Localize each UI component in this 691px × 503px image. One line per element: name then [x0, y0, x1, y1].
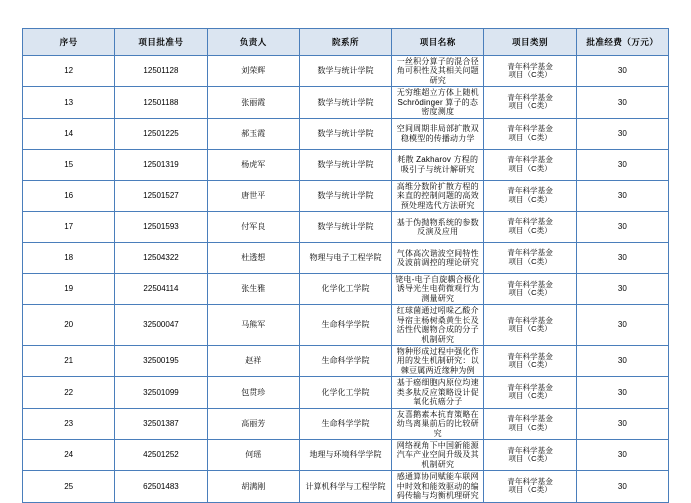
cell-project-code: 12501225 [115, 118, 207, 149]
cell-category [484, 346, 576, 377]
cell-leader: 刘荣辉 [207, 56, 299, 87]
table-row [23, 180, 669, 211]
cell-category [484, 471, 576, 502]
cell-category [484, 149, 576, 180]
cell-project-code: 12501188 [115, 87, 207, 118]
cell-category [484, 273, 576, 304]
cell-category [484, 408, 576, 439]
column-header-title: 项目名称 [392, 29, 484, 56]
cell-department: 物理与电子工程学院 [299, 242, 391, 273]
cell-leader: 付军良 [207, 211, 299, 242]
category-line: 项目（C类） [508, 391, 552, 401]
cell-leader: 唐世平 [207, 180, 299, 211]
cell-fund: 30 [576, 471, 668, 502]
category-line: 项目（C类） [508, 256, 552, 266]
cell-leader: 赵祥 [207, 346, 299, 377]
cell-project-code: 42501252 [115, 439, 207, 470]
cell-seq: 17 [23, 211, 115, 242]
cell-leader: 包贯珍 [207, 377, 299, 408]
cell-category [484, 242, 576, 273]
cell-department: 化学化工学院 [299, 377, 391, 408]
category-line: 青年科学基金 [507, 61, 553, 71]
cell-project-code: 32500047 [115, 305, 207, 346]
category-line: 项目（C类） [508, 454, 552, 464]
table-row [23, 346, 669, 377]
cell-project-title: 网络视角下中国新能源汽车产业空间升级及其机制研究 [392, 439, 484, 470]
table-row [23, 149, 669, 180]
cell-fund: 30 [576, 273, 668, 304]
table-row [23, 242, 669, 273]
category-line: 项目（C类） [508, 101, 552, 111]
cell-fund: 30 [576, 439, 668, 470]
category-line: 青年科学基金 [507, 315, 553, 325]
cell-project-code: 62501483 [115, 471, 207, 502]
table-row [23, 211, 669, 242]
cell-fund: 30 [576, 346, 668, 377]
cell-seq: 24 [23, 439, 115, 470]
table-row [23, 56, 669, 87]
cell-seq: 18 [23, 242, 115, 273]
cell-category [484, 305, 576, 346]
table-header-row [23, 29, 669, 56]
cell-fund: 30 [576, 305, 668, 346]
cell-seq: 23 [23, 408, 115, 439]
cell-project-title: 高维分数阶扩散方程的来直的控制问题的高效预处理选代方法研究 [392, 180, 484, 211]
category-line: 青年科学基金 [507, 445, 553, 455]
cell-category [484, 87, 576, 118]
cell-seq: 12 [23, 56, 115, 87]
cell-project-code: 12501319 [115, 149, 207, 180]
cell-department: 计算机科学与工程学院 [299, 471, 391, 502]
category-line: 青年科学基金 [507, 155, 553, 165]
cell-project-title: 铑电-电子自旋耦合极化诱导光生电荷微观行为测量研究 [392, 273, 484, 304]
category-line: 项目（C类） [508, 225, 552, 235]
table-row [23, 118, 669, 149]
cell-seq: 21 [23, 346, 115, 377]
cell-project-title: 一丝积分算子的混合径角可积性及其相关问题研究 [392, 56, 484, 87]
category-line: 青年科学基金 [507, 92, 553, 102]
cell-project-code: 32500195 [115, 346, 207, 377]
cell-project-title: 红球菌通过吲哚乙酸介导宿主杨树桑黄生长及活性代谢物合成的分子机制研究 [392, 305, 484, 346]
category-line: 青年科学基金 [507, 124, 553, 134]
cell-seq: 13 [23, 87, 115, 118]
cell-leader: 何瑶 [207, 439, 299, 470]
cell-project-title: 气体高次谐波空间特性及波前调控的理论研究 [392, 242, 484, 273]
cell-department: 数学与统计学院 [299, 87, 391, 118]
cell-department: 数学与统计学院 [299, 149, 391, 180]
cell-leader: 马熊军 [207, 305, 299, 346]
cell-fund: 30 [576, 56, 668, 87]
column-header-code: 项目批准号 [115, 29, 207, 56]
cell-project-title: 基于伪抛物系统的参数反演及应用 [392, 211, 484, 242]
cell-project-title: 物种形成过程中强化作用的发生机制研究：以棘豆属两近缘种为例 [392, 346, 484, 377]
column-header-category: 项目类别 [484, 29, 576, 56]
cell-department: 数学与统计学院 [299, 56, 391, 87]
cell-department: 地理与环境科学学院 [299, 439, 391, 470]
category-line: 青年科学基金 [507, 248, 553, 258]
cell-leader: 杨虎军 [207, 149, 299, 180]
cell-project-title: 空间周期非局部扩散双稳模型的传播动力学 [392, 118, 484, 149]
category-line: 项目（C类） [508, 288, 552, 298]
cell-seq: 20 [23, 305, 115, 346]
table-row [23, 273, 669, 304]
cell-department: 数学与统计学院 [299, 211, 391, 242]
category-line: 项目（C类） [508, 485, 552, 495]
cell-project-title: 无穷维超立方体上随机 Schrödinger 算子的态密度测度 [392, 87, 484, 118]
cell-project-code: 12501128 [115, 56, 207, 87]
column-header-leader: 负责人 [207, 29, 299, 56]
category-line: 项目（C类） [508, 324, 552, 334]
column-header-seq: 序号 [23, 29, 115, 56]
cell-fund: 30 [576, 211, 668, 242]
category-line: 青年科学基金 [507, 476, 553, 486]
cell-project-title: 感通算协同赋能车联网中时效和能效驱动的编码传输与均衡机理研究 [392, 471, 484, 502]
cell-seq: 14 [23, 118, 115, 149]
cell-department: 生命科学学院 [299, 346, 391, 377]
category-line: 项目（C类） [508, 194, 552, 204]
cell-fund: 30 [576, 149, 668, 180]
cell-category [484, 439, 576, 470]
cell-fund: 30 [576, 180, 668, 211]
cell-department: 生命科学学院 [299, 305, 391, 346]
table-header [23, 29, 669, 56]
category-line: 青年科学基金 [507, 414, 553, 424]
cell-project-title: 耗散 Zakharov 方程的吸引子与统计解研究 [392, 149, 484, 180]
cell-fund: 30 [576, 408, 668, 439]
cell-category [484, 211, 576, 242]
table-row [23, 439, 669, 470]
cell-category [484, 118, 576, 149]
cell-seq: 15 [23, 149, 115, 180]
cell-fund: 30 [576, 242, 668, 273]
table-row [23, 305, 669, 346]
cell-category [484, 180, 576, 211]
cell-leader: 胡满刚 [207, 471, 299, 502]
cell-seq: 25 [23, 471, 115, 502]
cell-category [484, 56, 576, 87]
category-line: 项目（C类） [508, 70, 552, 80]
category-line: 项目（C类） [508, 360, 552, 370]
category-line: 项目（C类） [508, 132, 552, 142]
column-header-dept: 院系所 [299, 29, 391, 56]
category-line: 青年科学基金 [507, 217, 553, 227]
table-row [23, 377, 669, 408]
cell-fund: 30 [576, 377, 668, 408]
cell-department: 化学化工学院 [299, 273, 391, 304]
category-line: 青年科学基金 [507, 186, 553, 196]
cell-leader: 高丽芳 [207, 408, 299, 439]
column-header-fund: 批准经费（万元） [576, 29, 668, 56]
category-line: 青年科学基金 [507, 279, 553, 289]
cell-leader: 张生雅 [207, 273, 299, 304]
cell-leader: 杜透想 [207, 242, 299, 273]
cell-category [484, 377, 576, 408]
cell-project-code: 22504114 [115, 273, 207, 304]
table-row [23, 471, 669, 502]
cell-department: 数学与统计学院 [299, 180, 391, 211]
cell-project-code: 12501593 [115, 211, 207, 242]
grant-approval-table [22, 28, 669, 503]
category-line: 项目（C类） [508, 422, 552, 432]
cell-leader: 郝玉霞 [207, 118, 299, 149]
table-row [23, 87, 669, 118]
cell-department: 生命科学学院 [299, 408, 391, 439]
cell-project-code: 12501527 [115, 180, 207, 211]
cell-project-title: 友喜鹅素本抗育策略在幼鸟离巢前后的比较研究 [392, 408, 484, 439]
table-body [23, 56, 669, 503]
cell-fund: 30 [576, 87, 668, 118]
cell-seq: 16 [23, 180, 115, 211]
cell-seq: 19 [23, 273, 115, 304]
cell-leader: 张丽霞 [207, 87, 299, 118]
cell-project-code: 32501387 [115, 408, 207, 439]
cell-fund: 30 [576, 118, 668, 149]
category-line: 青年科学基金 [507, 382, 553, 392]
category-line: 青年科学基金 [507, 351, 553, 361]
cell-department: 数学与统计学院 [299, 118, 391, 149]
cell-project-title: 基于癌细胞内原位均速类多肽反应策略设计促氧化抗癌分子 [392, 377, 484, 408]
cell-project-code: 12504322 [115, 242, 207, 273]
category-line: 项目（C类） [508, 163, 552, 173]
cell-seq: 22 [23, 377, 115, 408]
cell-project-code: 32501099 [115, 377, 207, 408]
table-row [23, 408, 669, 439]
